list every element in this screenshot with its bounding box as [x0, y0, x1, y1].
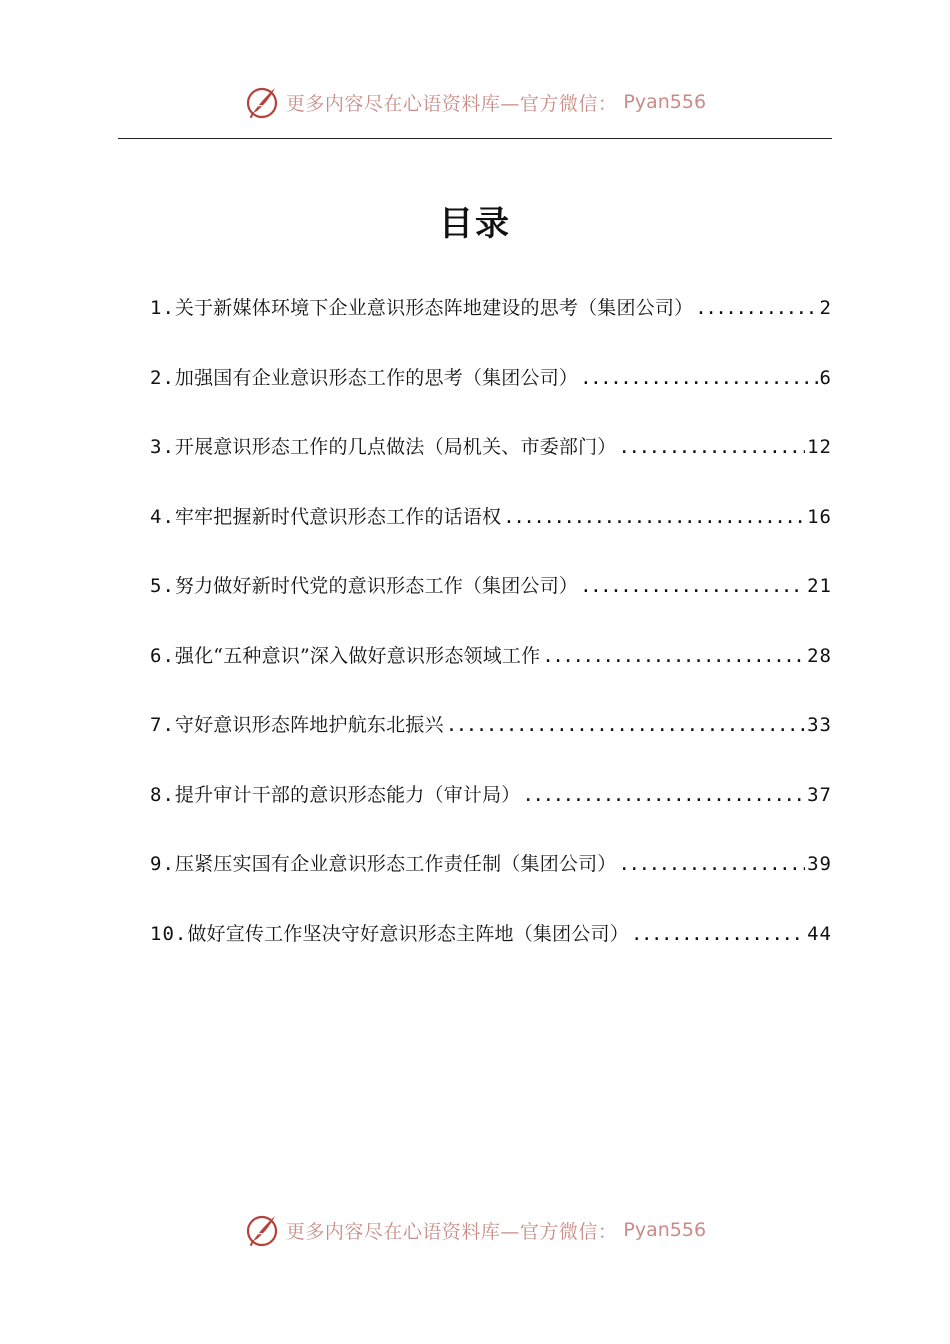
footer-watermark — [0, 1210, 950, 1250]
toc-entry-title: 加强国有企业意识形态工作的思考（集团公司） — [174, 366, 579, 389]
toc-entry-number: 2. — [150, 366, 175, 389]
toc-entry[interactable] — [150, 638, 832, 708]
toc-entry-page: 6 — [819, 366, 832, 389]
toc-entry[interactable] — [150, 429, 832, 499]
toc-entry-number: 8. — [150, 783, 175, 806]
toc-entry[interactable] — [150, 707, 832, 777]
toc-entry[interactable] — [150, 777, 832, 847]
watermark-text: 更多内容尽在心语资料库—官方微信： — [285, 1220, 618, 1243]
toc-entry-page: 39 — [807, 853, 832, 875]
toc-entry-title: 强化“五种意识”深入做好意识形态领域工作 — [174, 644, 541, 667]
toc-entry-page: 12 — [807, 436, 832, 458]
quill-pen-logo-icon — [244, 1212, 280, 1248]
toc-entry-number: 7. — [150, 714, 175, 736]
toc-entry[interactable] — [150, 360, 832, 430]
toc-dot-leader — [695, 290, 817, 326]
quill-pen-logo-icon — [244, 84, 280, 120]
watermark-wechat-id: Pyan556 — [623, 1219, 707, 1241]
toc-dot-leader — [523, 777, 806, 813]
toc-entry-page: 37 — [807, 783, 832, 806]
toc-entry-number: 10. — [150, 922, 188, 945]
toc-entry-number: 1. — [150, 297, 175, 319]
toc-entry[interactable] — [150, 499, 832, 569]
toc-entry-title: 努力做好新时代党的意识形态工作（集团公司） — [174, 575, 579, 597]
toc-entry-title: 守好意识形态阵地护航东北振兴 — [174, 714, 444, 736]
toc-entry-page: 16 — [807, 505, 832, 528]
toc-entry-number: 3. — [150, 436, 175, 458]
header-watermark — [0, 82, 950, 122]
toc-entry-page: 28 — [807, 644, 832, 667]
toc-dot-leader — [446, 707, 805, 743]
toc-entry-page: 33 — [807, 714, 832, 736]
toc-entry-page: 21 — [807, 575, 832, 597]
watermark-wechat-id: Pyan556 — [623, 91, 707, 113]
toc-dot-leader — [503, 499, 805, 535]
toc-entry-number: 6. — [150, 644, 175, 667]
toc-dot-leader — [580, 568, 805, 604]
toc-dot-leader — [580, 360, 817, 396]
toc-entry-title: 牢牢把握新时代意识形态工作的话语权 — [174, 505, 502, 528]
toc-entry[interactable] — [150, 290, 832, 360]
toc-entry-page: 44 — [807, 922, 832, 945]
toc-entry-page: 2 — [819, 297, 832, 319]
toc-dot-leader — [619, 429, 806, 465]
page-title: 目录 — [439, 204, 511, 244]
toc-dot-leader — [542, 638, 805, 674]
toc-dot-leader — [619, 846, 806, 882]
toc-entry-title: 关于新媒体环境下企业意识形态阵地建设的思考（集团公司） — [174, 297, 694, 319]
toc-entry[interactable] — [150, 846, 832, 916]
toc-entry-number: 9. — [150, 853, 175, 875]
toc-entry[interactable] — [150, 916, 832, 986]
table-of-contents — [150, 290, 832, 985]
toc-entry-title: 压紧压实国有企业意识形态工作责任制（集团公司） — [174, 853, 617, 875]
toc-entry-number: 5. — [150, 575, 175, 597]
toc-entry-number: 4. — [150, 505, 175, 528]
toc-entry-title: 提升审计干部的意识形态能力（审计局） — [174, 783, 521, 806]
toc-entry-title: 做好宣传工作坚决守好意识形态主阵地（集团公司） — [187, 922, 629, 945]
toc-entry-title: 开展意识形态工作的几点做法（局机关、市委部门） — [174, 436, 617, 458]
header-divider — [118, 138, 832, 139]
toc-dot-leader — [631, 916, 805, 952]
toc-entry[interactable] — [150, 568, 832, 638]
watermark-text: 更多内容尽在心语资料库—官方微信： — [285, 92, 618, 115]
